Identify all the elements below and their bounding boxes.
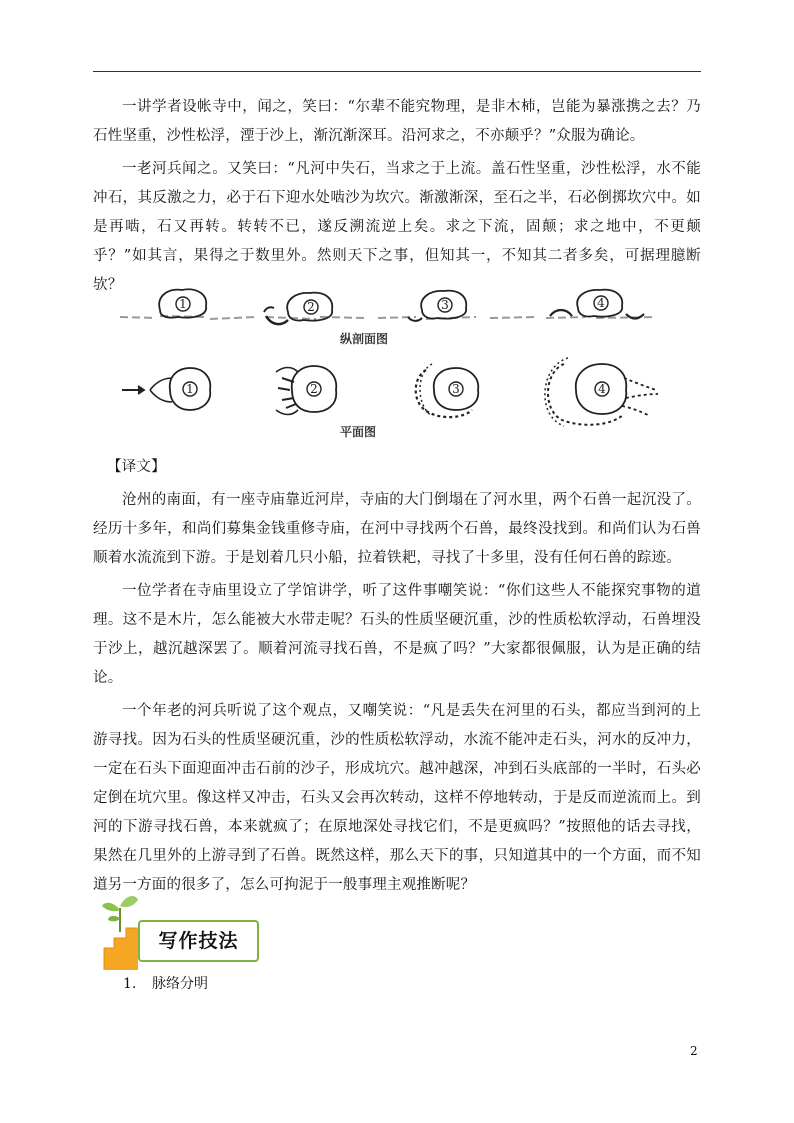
translation-text xyxy=(93,453,701,904)
translation-heading: 【译文】 xyxy=(107,459,166,475)
stone-label: 4 xyxy=(597,296,605,310)
stone-label: 3 xyxy=(452,382,460,396)
caption-section: 纵剖面图 xyxy=(340,332,389,346)
plan-view xyxy=(122,358,658,426)
stone-label: 4 xyxy=(598,382,606,396)
stone-label: 1 xyxy=(186,382,194,396)
section-title: 写作技法 xyxy=(138,920,259,962)
paragraph: 一讲学者设帐寺中，闻之，笑曰：“尔辈不能究物理，是非木杮，岂能为暴涨携之去？乃石性坚重，沙性松浮，湮于沙上，渐沉渐深耳。沿河求之，不亦颠乎？”众服为确论。 xyxy=(93,99,701,144)
paragraph: 沧州的南面，有一座寺庙靠近河岸，寺庙的大门倒塌在了河水里，两个石兽一起沉没了。经历十多年，和尚们募集金钱重修寺庙，在河中寻找两个石兽，最终没找到。和尚们认为石兽顺着水流流到下游。于是划着几只小船，拉着铁耙，寻找了十多里，没有任何石兽的踪迹。 xyxy=(93,492,701,566)
list-item-text: 脉络分明 xyxy=(152,976,208,992)
original-text xyxy=(93,93,701,304)
header-rule xyxy=(93,71,701,72)
paragraph: 一位学者在寺庙里设立了学馆讲学，听了这件事嘲笑说：“你们这些人不能探究事物的道理。这不是木片，怎么能被大水带走呢？石头的性质坚硬沉重，沙的性质松软浮动，石兽埋没于沙上，越沉越深罢了。顺着河流寻找石兽，不是疯了吗？”大家都很佩服，认为是正确的结论。 xyxy=(93,583,701,686)
stone-label: 2 xyxy=(310,382,318,396)
list-item-number: 1. xyxy=(123,976,137,992)
stone-label: 3 xyxy=(441,298,449,312)
stone-label: 2 xyxy=(307,300,315,314)
page-number: 2 xyxy=(690,1044,698,1058)
stone-label: 1 xyxy=(179,297,187,311)
caption-plan: 平面图 xyxy=(340,425,377,439)
paragraph: 一个年老的河兵听说了这个观点，又嘲笑说：“凡是丢失在河里的石头，都应当到河的上游寻找。因为石头的性质坚硬沉重，沙的性质松软浮动，水流不能冲走石头，河水的反冲力，一定在石头下面迎面冲击石前的沙子，形成坑穴。越冲越深，冲到石头底部的一半时，石头必定倒在坑穴里。像这样又冲击，石头又会再次转动，这样不停地转动，于是反而逆流而上。到河的下游寻找石兽，本来就疯了；在原地深处寻找它们，不是更疯吗？”按照他的话去寻找，果然在几里外的上游寻到了石兽。既然这样，那么天下的事，只知道其中的一个方面，而不知道另一方面的很多了，怎么可拘泥于一般事理主观推断呢？ xyxy=(93,703,701,893)
section-view xyxy=(120,289,656,324)
list-item xyxy=(123,971,208,997)
paragraph: 一老河兵闻之。又笑曰：“凡河中失石，当求之于上流。盖石性坚重，沙性松浮，水不能冲石，其反激之力，必于石下迎水处啮沙为坎穴。渐激渐深，至石之半，石必倒掷坎穴中。如是再啮，石又再转。转转不已，遂反溯流逆上矣。求之下流，固颠；求之地中，不更颠乎？”如其言，果得之于数里外。然则天下之事，但知其一，不知其二者多矣，可据理臆断欤？ xyxy=(93,161,701,293)
stone-diagram-figure xyxy=(116,286,670,446)
